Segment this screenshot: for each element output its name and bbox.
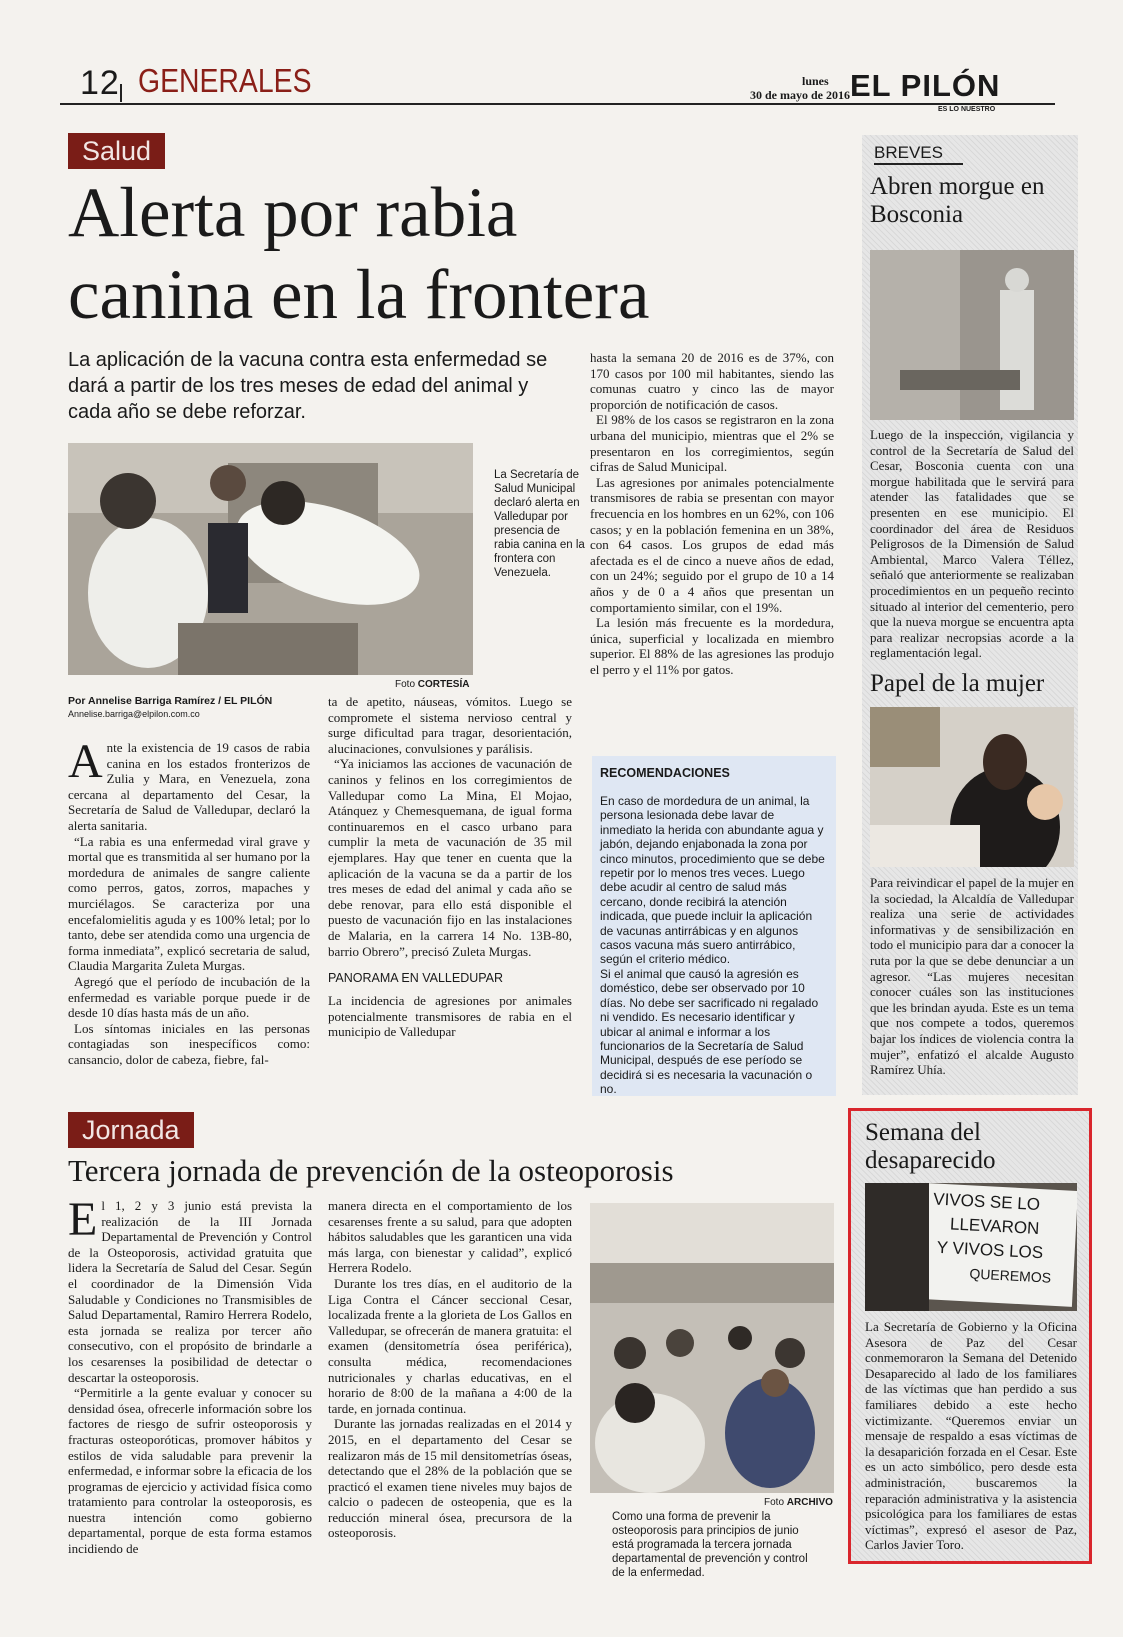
second-col1-para2: “Permitirle a la gente evaluar y conocer su densidad ósea, ofrecerle información sobre los factores de riesgo de sufrir osteoporosis y fracturas osteoporóticas, promover hábitos y estilos de vida saludable para prevenir la enfermedad, e informar sobre la eficacia de los programas de ejercicio y actividad física como tratamiento para controlar la osteoporosis, es nuestra intención como gobierno departamental, porque de esta forma estamos incidiendo de (68, 1385, 312, 1557)
main-col1-para3: Agregó que el período de incubación de la enfermedad es variable porque puede ir de desde 10 días hasta más de un año. (68, 973, 310, 1021)
logo-tagline: ES LO NUESTRO (938, 106, 996, 113)
main-col1-para1: nte la existencia de 19 casos de rabia canina en los estados fronterizos de Zulia y Mara, en Venezuela, zona cercana al departamento del Cesar, la Secretaría de Salud de Valledupar, declaró la alerta sanitaria. (68, 740, 310, 833)
section-title: GENERALES (138, 62, 312, 99)
recommendations-para2: Si el animal que causó la agresión es doméstico, debe ser observado por 10 días. No debe ser sacrificado ni regalado ni vendido. Es necesario identificar y ubicar al animal e informar a los funcionarios de la Secretaría de Salud Municipal, después de ese período se decidirá si es necesaria la vacunación o no. (600, 966, 819, 1097)
second-col2-para1: manera directa en el comportamiento de los cesarenses frente a su salud, para que adopten hábitos saludables que les garanticen una vida más larga, con bienestar y calidad”, explicó Herrera Rodelo. (328, 1198, 572, 1276)
morgue-photo-illustration (870, 250, 1074, 420)
vaccination-photo-illustration (68, 443, 473, 675)
second-headline: Tercera jornada de prevención de la osteoporosis (68, 1153, 674, 1188)
main-col3-para3: Las agresiones por animales potencialmente transmisores de rabia se presentan con mayor frecuencia en los hombres en un 62%, con 106 casos; y en la población femenina en un 38%, con 64 casos. Los grupos de edad más afectada es el de cinco a nueve años de edad, con un 24%; seguido por el grupo de 10 a 14 años y de 0 a 4 años que presentan un comportamiento similar, con el 19%. (590, 474, 834, 615)
recommendations-box (592, 756, 836, 1096)
brief1-text: Luego de la inspección, vigilancia y control de la Secretaría de Salud del Cesar, Bosconia cuenta con una morgue habilitada que le servirá para atender las fatalidades que se presenten en ese municipio. El coordinador del área de Residuos Peligrosos de la Dimensión de Salud Ambiental, Marco Valera Téllez, señaló que anteriormente se realizaban procedimientos en un pequeño recinto situado al interior del cementerio, pero que la nueva morgue se encuentra apta para realizar necropsias acorde a la reglamentación legal. (870, 427, 1074, 661)
second-dropcap: E (68, 1193, 98, 1246)
logo: EL PILÓN (850, 68, 1001, 103)
protest-figure (865, 1183, 929, 1311)
sidebar-label: BREVES (874, 143, 963, 165)
main-col3-para4: La lesión más frecuente es la mordedura, única, superficial y localizada en miembro superior. El 88% de las agresiones las produjo el perro y el 11% por gatos. (590, 615, 834, 677)
section-tag-jornada: Jornada (68, 1112, 194, 1148)
brief3-title-line2: desaparecido (865, 1147, 996, 1174)
second-col1 (68, 1193, 312, 1557)
sign-line1: VIVOS SE LO (932, 1189, 1041, 1215)
recommendations-title: RECOMENDACIONES (600, 766, 730, 780)
second-photo-caption: Como una forma de prevenir la osteoporosis para principios de junio está programada la tercera jornada departamental de prevención y control de la enfermedad. (612, 1511, 808, 1579)
second-photo-credit (764, 1496, 833, 1510)
main-photo-caption: La Secretaría de Salud Municipal declaró alerta en Valledupar por presencia de rabia canina en la frontera con Venezuela. (494, 469, 585, 579)
main-headline-line1: Alerta por rabia (68, 174, 518, 252)
panorama-paragraph: La incidencia de agresiones por animales potencialmente transmisores de rabia en el municipio de Valledupar (328, 993, 572, 1040)
second-photo-credit-label: Foto (764, 1497, 785, 1508)
brief1-photo (870, 250, 1074, 420)
recommendations-para1: En caso de mordedura de un animal, la persona lesionada debe lavar de inmediato la herida con abundante agua y jabón, dejando enjabonada la zona por cinco minutos, procedimiento que se debe repetir por lo menos tres veces. Luego debe acudir al centro de salud más cercano, donde recibirá la atención indicada, que puede incluir la aplicación de vacunas antirrábicas y en algunos casos vacuna más suero antirrábico, según el criterio médico. (600, 794, 825, 967)
main-col3 (590, 350, 834, 677)
osteoporosis-photo-illustration (590, 1203, 834, 1493)
brief3-text: La Secretaría de Gobierno y la Oficina Asesora de Paz del Cesar conmemoraron la Semana del Detenido Desaparecido al lado de los familiares de las víctimas que han perdido a sus familiares debido a este hecho victimizante. “Queremos enviar un mensaje de respaldo a esas víctimas de la desaparición forzada en el Cesar. Este es un acto simbólico, pero desde esta administración, buscaremos la reparación administrativa y la asistencia psicológica para los familiares de estas víctimas”, expresó el asesor de Paz, Carlos Javier Toro. (865, 1319, 1077, 1553)
second-col2-para2: Durante los tres días, en el auditorio de la Liga Contra el Cáncer seccional Cesar, localizada frente a la glorieta de Los Gallos en Valledupar, se ofrecerán de manera gratuita: el examen (densitometría ósea periférica), consulta médica, recomendaciones nutricionales y charlas educativas, en el horario de 8:00 de la mañana a 4:00 de la tarde, en jornada continua. (328, 1275, 572, 1416)
brief1-title: Abren morgue en Bosconia (870, 173, 1045, 228)
main-headline (68, 172, 828, 336)
brief3-photo (865, 1183, 1077, 1311)
second-photo-credit-value: ARCHIVO (786, 1497, 833, 1508)
main-col2 (328, 694, 572, 1040)
main-col1-para2: “La rabia es una enfermedad viral grave y mortal que es transmitida al ser humano por la mordedura de animales de sangre caliente como perros, gatos, zorros, mapaches y murciélagos. Se caracteriza por una encefalomielitis aguda y es 100% letal; por lo tanto, debe ser atendida como una urgencia de forma inmediata”, explicó secretaria de salud, Claudia Margarita Zuleta Murgas. (68, 833, 310, 974)
brief2-title: Papel de la mujer (870, 670, 1045, 697)
brief3-title-line1: Semana del (865, 1119, 981, 1146)
main-col1 (68, 735, 310, 1067)
main-col3-para2: El 98% de los casos se registraron en la zona urbana del municipio, mientras que el 2% se presentaron en los corregimientos, según cifras de Salud Municipal. (590, 412, 834, 475)
second-col1-para1: l 1, 2 y 3 junio está prevista la realización de la III Jornada Departamental de Prevención y Control de la Osteoporosis, actividad gratuita que lidera la Secretaría de Salud del Cesar. Según el coordinador de la Dimensión Vida Saludable y Condiciones no Transmisibles de Salud Departamental, Ramiro Herrera Rodelo, esta jornada se realiza por tercer año consecutivo, con el propósito de brindarle a los cesarenses la posibilidad de detectar o descartar la osteoporosis. (68, 1198, 312, 1385)
brief2-text: Para reivindicar el papel de la mujer en la sociedad, la Alcaldía de Valledupar realiza una serie de actividades informativas y de sensibilización en todo el municipio para dar a conocer la ruta por la que se debe denunciar a un agresor. “Las mujeres necesitan conocer cuáles son las instituciones que les brindan ayuda. Este es un tema que nos compete a todos, queremos bajar los índices de violencia contra la mujer”, enfatizó el alcalde Augusto Ramírez Uhía. (870, 875, 1074, 1078)
main-photo (68, 443, 473, 675)
main-deck (68, 347, 588, 425)
second-photo (590, 1203, 834, 1493)
header-rule (60, 103, 1055, 105)
page-number: 12 (80, 64, 120, 102)
main-photo-credit (395, 678, 469, 692)
deck-line3: cada año se debe reforzar. (68, 401, 306, 423)
brief2-photo (870, 707, 1074, 867)
sign-line3: Y VIVOS LOS (936, 1237, 1044, 1263)
photo-credit: CORTESÍA (417, 679, 470, 690)
second-col2-para3: Durante las jornadas realizadas en el 2014 y 2015, en el departamento del Cesar se realizaron más de 15 mil densitometrías óseas, detectando que el 28% de la población que se practicó el examen tiene niveles muy bajos de calcio o padecen de osteopenia, que es la reducción mineral ósea, precursora de la osteoporosis. (328, 1416, 572, 1541)
sidebar-breves (862, 135, 1078, 1095)
header-date: 30 de mayo de 2016 (750, 88, 850, 102)
main-dropcap: A (68, 735, 103, 788)
woman-photo-illustration (870, 707, 1074, 867)
panorama-subhead: PANORAMA EN VALLEDUPAR (328, 971, 504, 986)
brief3-title (865, 1119, 1080, 1175)
main-headline-line2: canina en la frontera (68, 256, 650, 334)
second-col2 (328, 1198, 572, 1541)
byline-email: Annelise.barriga@elpilon.com.co (68, 709, 200, 719)
page-header (60, 62, 1080, 113)
brief3-box (848, 1108, 1092, 1564)
sign-line2: LLEVARON (949, 1214, 1040, 1239)
byline: Por Annelise Barriga Ramírez / EL PILÓN (68, 695, 273, 707)
protest-sign (922, 1183, 1077, 1307)
main-col3-para1: hasta la semana 20 de 2016 es de 37%, con 170 casos por 100 mil habitantes, siendo las comunas cuatro y cinco las de mayor proporción de notificación de casos. (590, 350, 834, 412)
main-col2-para2: “Ya iniciamos las acciones de vacunación de caninos y felinos en los corregimientos de Valledupar como La Mina, El Mojao, Atánquez y Chemesquemana, de igual forma continuaremos en el casco urbano para cumplir la meta de vacunación de 35 mil ejemplares. Hay que tener en cuenta que la aplicación de la vacuna se da a partir de los tres meses de edad del animal y cada año se debe renovar, para ello está disponible el puesto de vacunación fijo en las instalaciones de Malaria, en la carrera 14 No. 13B-80, barrio Obrero”, precisó Zuleta Murgas. (328, 756, 572, 959)
deck-line2: dará a partir de los tres meses de edad del animal y (68, 375, 529, 397)
photo-credit-label: Foto (395, 679, 416, 690)
deck-line1: La aplicación de la vacuna contra esta enfermedad se (68, 349, 548, 371)
main-col2-para1: ta de apetito, náuseas, vómitos. Luego se compromete el sistema nervioso central y surge dificultad para tragar, desorientación, alucinaciones, convulsiones y parálisis. (328, 694, 572, 756)
page-number-divider (120, 84, 122, 102)
header-weekday: lunes (802, 74, 829, 88)
section-tag-salud: Salud (68, 133, 165, 169)
main-col1-para4: Los síntomas iniciales en las personas contagiadas son inespecíficos como: cansancio, dolor de cabeza, fiebre, fal- (68, 1020, 310, 1067)
sign-line4: QUEREMOS (969, 1265, 1052, 1286)
